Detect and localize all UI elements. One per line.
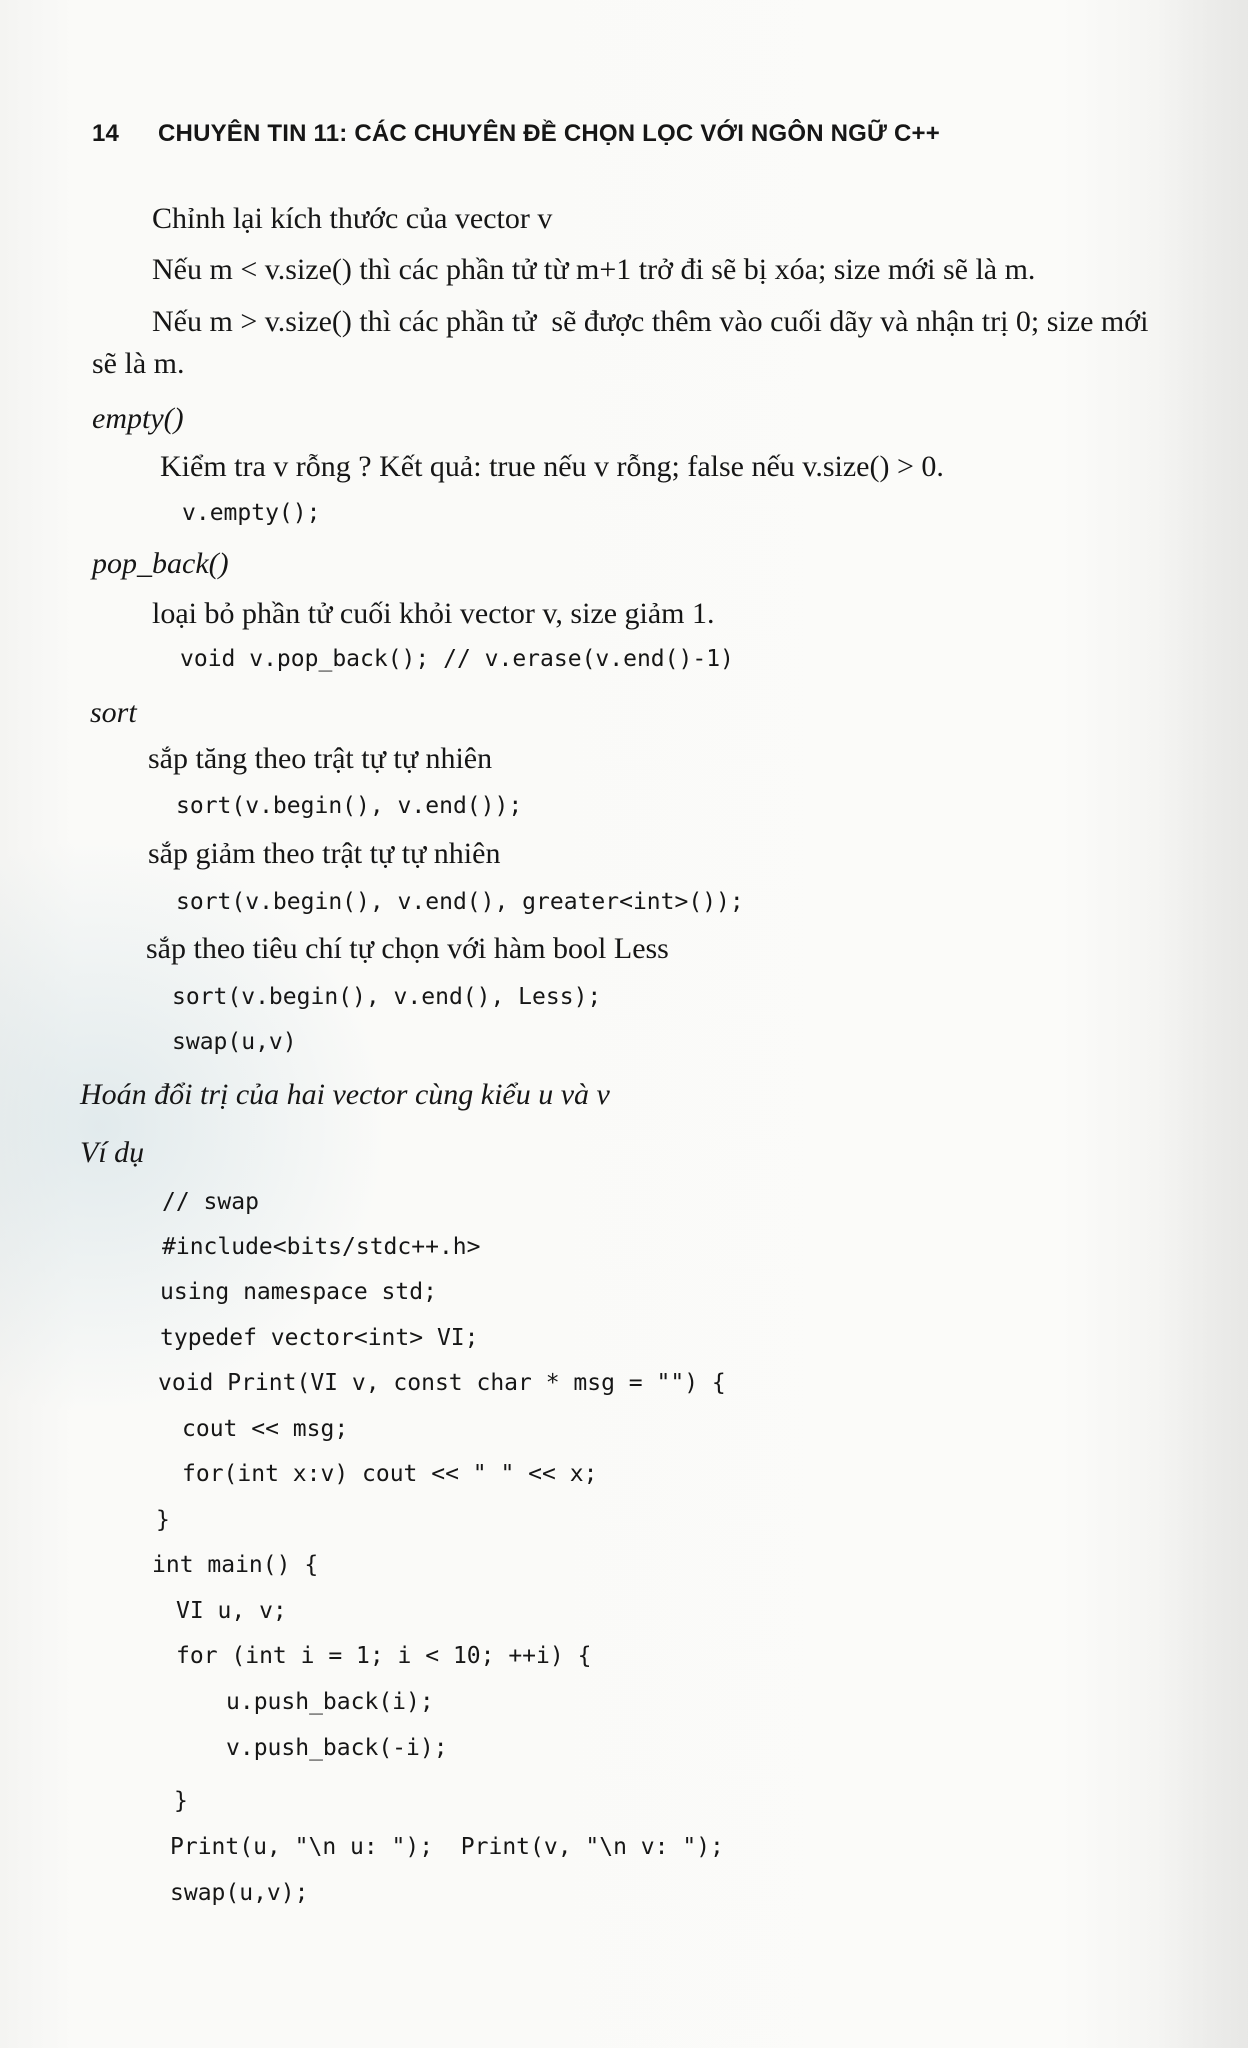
code-line: } bbox=[174, 1788, 188, 1814]
sort-asc-description: sắp tăng theo trật tự tự nhiên bbox=[148, 742, 493, 775]
empty-code: v.empty(); bbox=[182, 500, 321, 526]
page-number: 14 bbox=[92, 120, 120, 147]
facing-page-edge bbox=[1158, 0, 1248, 2048]
code-line: v.push_back(-i); bbox=[226, 1735, 448, 1761]
sort-custom-description: sắp theo tiêu chí tự chọn với hàm bool Less bbox=[146, 932, 669, 965]
code-line: int main() { bbox=[152, 1552, 319, 1578]
code-line: u.push_back(i); bbox=[226, 1689, 434, 1715]
code-line: for (int i = 1; i < 10; ++i) { bbox=[176, 1643, 592, 1669]
example-label: Ví dụ bbox=[80, 1136, 145, 1169]
pop-back-heading: pop_back() bbox=[92, 547, 229, 580]
running-header-title: CHUYÊN TIN 11: CÁC CHUYÊN ĐỀ CHỌN LỌC VỚI NGÔN NGỮ C++ bbox=[158, 120, 940, 147]
code-line: using namespace std; bbox=[160, 1279, 437, 1305]
sort-heading: sort bbox=[90, 696, 137, 729]
empty-description: Kiểm tra v rỗng ? Kết quả: true nếu v rỗng; false nếu v.size() > 0. bbox=[160, 450, 944, 483]
resize-line-2: Nếu m < v.size() thì các phần tử từ m+1 trở đi sẽ bị xóa; size mới sẽ là m. bbox=[152, 253, 1036, 286]
code-line: for(int x:v) cout << " " << x; bbox=[182, 1461, 598, 1487]
code-line: } bbox=[156, 1507, 170, 1533]
code-line: swap(u,v); bbox=[170, 1880, 309, 1906]
code-line: // swap bbox=[162, 1189, 259, 1215]
sort-desc-description: sắp giảm theo trật tự tự nhiên bbox=[148, 837, 501, 870]
sort-desc-code: sort(v.begin(), v.end(), greater<int>()); bbox=[176, 889, 744, 915]
pop-back-code: void v.pop_back(); // v.erase(v.end()-1) bbox=[180, 646, 734, 672]
resize-line-1: Chỉnh lại kích thước của vector v bbox=[152, 202, 553, 235]
code-line: void Print(VI v, const char * msg = "") { bbox=[158, 1370, 726, 1396]
pop-back-description: loại bỏ phần tử cuối khỏi vector v, size giảm 1. bbox=[152, 597, 715, 630]
sort-custom-code: sort(v.begin(), v.end(), Less); bbox=[172, 984, 602, 1010]
swap-signature-code: swap(u,v) bbox=[172, 1029, 297, 1055]
code-line: cout << msg; bbox=[182, 1416, 349, 1442]
resize-line-3a: Nếu m > v.size() thì các phần tử sẽ được thêm vào cuối dãy và nhận trị 0; size mới bbox=[152, 305, 1149, 338]
code-line: Print(u, "\n u: "); Print(v, "\n v: "); bbox=[170, 1834, 724, 1860]
code-line: typedef vector<int> VI; bbox=[160, 1325, 479, 1351]
swap-description: Hoán đổi trị của hai vector cùng kiểu u và v bbox=[80, 1078, 610, 1111]
sort-asc-code: sort(v.begin(), v.end()); bbox=[176, 793, 523, 819]
code-line: #include<bits/stdc++.h> bbox=[162, 1234, 481, 1260]
code-line: VI u, v; bbox=[176, 1598, 287, 1624]
empty-heading: empty() bbox=[92, 402, 184, 435]
resize-line-3b: sẽ là m. bbox=[92, 347, 185, 380]
